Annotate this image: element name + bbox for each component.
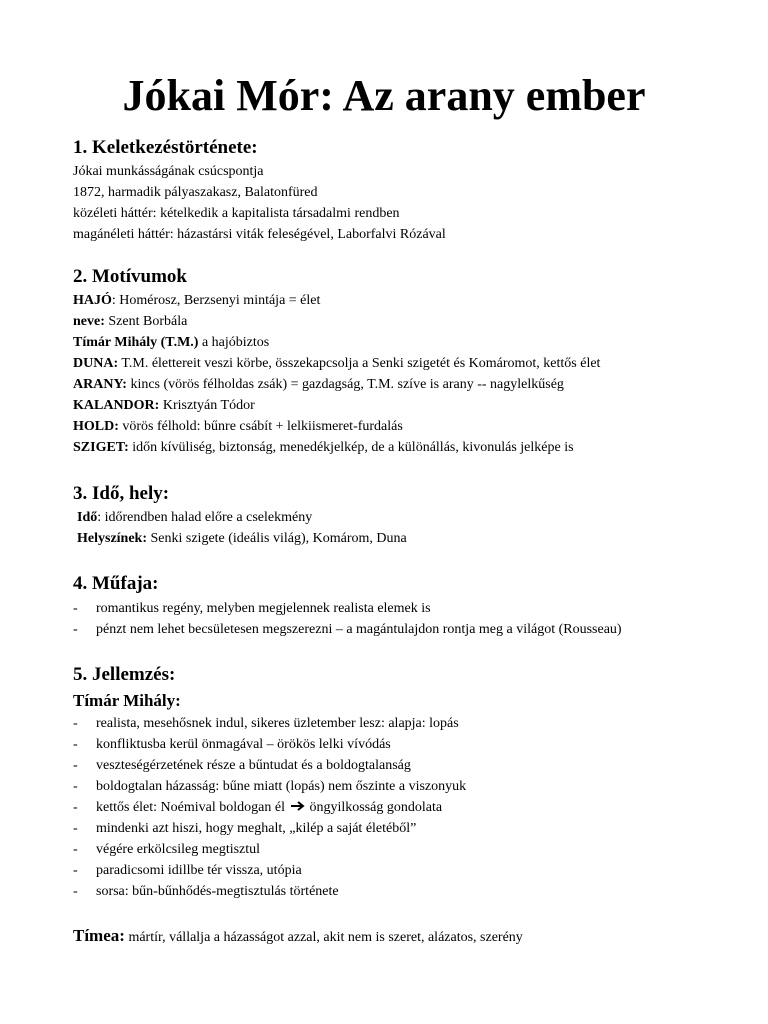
section-1-line: magánéleti háttér: házastársi viták feleségével, Laborfalvi Rózával bbox=[73, 227, 446, 242]
motif-line-timar: Tímár Mihály (T.M.) a hajóbiztos bbox=[73, 335, 270, 350]
section-5-heading: 5. Jellemzés: bbox=[73, 664, 176, 685]
motif-line-hajo: HAJÓ: Homérosz, Berzsenyi mintája = élet bbox=[73, 293, 321, 308]
motif-line-kalandor: KALANDOR: Krisztyán Tódor bbox=[73, 398, 255, 413]
section-2-heading: 2. Motívumok bbox=[73, 266, 187, 287]
section-1-line: közéleti háttér: kételkedik a kapitalista társadalmi rendben bbox=[73, 206, 400, 221]
section-1-line: 1872, harmadik pályaszakasz, Balatonfüred bbox=[73, 185, 318, 200]
section-1-line: Jókai munkásságának csúcspontja bbox=[73, 164, 264, 179]
section-3-heading: 3. Idő, hely: bbox=[73, 483, 170, 504]
section-4-heading: 4. Műfaja: bbox=[73, 573, 159, 594]
motif-line-hold: HOLD: vörös félhold: bűnre csábít + lelkiismeret-furdalás bbox=[73, 419, 403, 434]
timea-line: Tímea: mártír, vállalja a házasságot azzal, akit nem is szeret, alázatos, szerény bbox=[73, 926, 523, 945]
motif-line-duna: DUNA: T.M. élettereit veszi körbe, összekapcsolja a Senki szigetét és Komáromot, kettős élet bbox=[73, 356, 601, 371]
section-1-heading: 1. Keletkezéstörténete: bbox=[73, 137, 258, 158]
place-line: Helyszínek: Senki szigete (ideális világ), Komárom, Duna bbox=[77, 531, 407, 546]
page-title: Jókai Mór: Az arany ember bbox=[122, 71, 646, 120]
motif-line-sziget: SZIGET: időn kívüliség, biztonság, menedékjelkép, de a különállás, kivonulás jelképe is bbox=[73, 440, 574, 455]
character-heading: Tímár Mihály: bbox=[73, 691, 181, 710]
motif-line-arany: ARANY: kincs (vörös félholdas zsák) = gazdagság, T.M. szíve is arany -- nagylelkűség bbox=[73, 377, 564, 392]
arrow-right-icon bbox=[290, 800, 306, 812]
time-line: Idő: időrendben halad előre a cselekmény bbox=[77, 510, 313, 525]
motif-line-neve: neve: Szent Borbála bbox=[73, 314, 188, 329]
